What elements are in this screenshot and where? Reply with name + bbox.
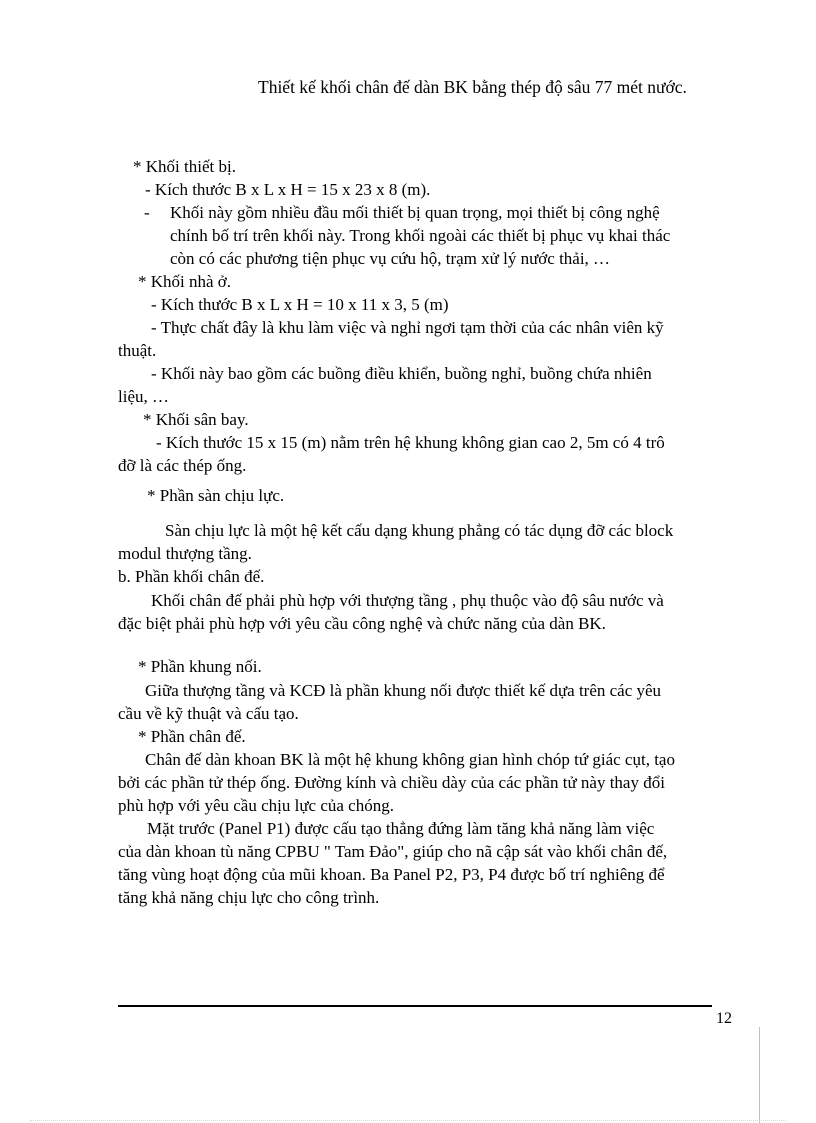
equipment-desc-line-1: Khối này gồm nhiều đầu mối thiết bị quan trọng, mọi thiết bị công nghệ	[170, 203, 660, 222]
jacket-desc-line-1: Khối chân đế phải phù hợp với thượng tầng , phụ thuộc vào độ sâu nước và	[151, 591, 664, 610]
connection-desc-line-1: Giữa thượng tầng và KCĐ là phần khung nối được thiết kế dựa trên các yêu	[145, 681, 662, 700]
jacket-base-desc-line-1: Chân đế dàn khoan BK là một hệ khung không gian hình chóp tứ giác cụt, tạo	[145, 750, 675, 769]
page-number: 12	[716, 1010, 732, 1027]
connection-desc-line-2: cầu về kỹ thuật và cấu tạo.	[118, 704, 299, 723]
heading-living-quarters: * Khối nhà ở.	[138, 272, 232, 291]
section-heading-jacket: b. Phần khối chân đế.	[118, 567, 265, 586]
heading-helipad: * Khối sân bay.	[143, 410, 249, 429]
heading-load-deck: * Phần sàn chịu lực.	[147, 486, 285, 505]
equipment-desc-line-3: còn có các phương tiện phục vụ cứu hộ, trạm xử lý nước thải, …	[170, 249, 611, 268]
footer-rule	[118, 1005, 712, 1007]
heading-jacket-base: * Phần chân đế.	[138, 727, 246, 746]
bottom-dotted-rule	[30, 1120, 786, 1121]
margin-rule	[759, 1027, 760, 1123]
heading-connection-frame: * Phần khung nối.	[138, 657, 262, 676]
equipment-dimensions: - Kích thước B x L x H = 15 x 23 x 8 (m).	[145, 180, 431, 199]
panel-desc-line-1: Mặt trước (Panel P1) được cấu tạo thẳng đứng làm tăng khả năng làm việc	[147, 819, 655, 838]
panel-desc-line-4: tăng khả năng chịu lực cho công trình.	[118, 888, 380, 907]
jacket-base-desc-line-3: phù hợp với yêu cầu chịu lực của chóng.	[118, 796, 394, 815]
panel-desc-line-3: tăng vùng hoạt động của mũi khoan. Ba Panel P2, P3, P4 được bố trí nghiêng để	[118, 865, 665, 884]
list-dash: -	[144, 203, 150, 222]
living-dimensions: - Kích thước B x L x H = 10 x 11 x 3, 5 (m)	[151, 295, 449, 314]
equipment-desc-line-2: chính bố trí trên khối này. Trong khối ngoài các thiết bị phục vụ khai thác	[170, 226, 671, 245]
jacket-desc-line-2: đặc biệt phải phù hợp với yêu cầu công nghệ và chức năng của dàn BK.	[118, 614, 606, 633]
helipad-desc-line-1: - Kích thước 15 x 15 (m) nằm trên hệ khung không gian cao 2, 5m có 4 trô	[156, 433, 665, 452]
running-header: Thiết kế khối chân đế dàn BK bằng thép độ sâu 77 mét nước.	[258, 77, 687, 97]
heading-equipment-block: * Khối thiết bị.	[133, 157, 236, 176]
helipad-desc-line-2: đỡ là các thép ống.	[118, 456, 247, 475]
load-deck-desc-line-1: Sàn chịu lực là một hệ kết cấu dạng khung phẳng có tác dụng đỡ các block	[165, 521, 674, 540]
living-rooms-line-2: liệu, …	[118, 387, 169, 406]
panel-desc-line-2: của dàn khoan tù năng CPBU " Tam Đảo", giúp cho nã cập sát vào khối chân đế,	[118, 842, 668, 861]
living-rooms-line-1: - Khối này bao gồm các buồng điều khiển, buồng nghỉ, buồng chứa nhiên	[151, 364, 652, 383]
jacket-base-desc-line-2: bởi các phần tử thép ống. Đường kính và chiều dày của các phần tử này thay đổi	[118, 773, 665, 792]
load-deck-desc-line-2: modul thượng tầng.	[118, 544, 252, 563]
living-desc-line-2: thuật.	[118, 341, 157, 360]
living-desc-line-1: - Thực chất đây là khu làm việc và nghỉ ngơi tạm thời của các nhân viên kỹ	[151, 318, 664, 337]
